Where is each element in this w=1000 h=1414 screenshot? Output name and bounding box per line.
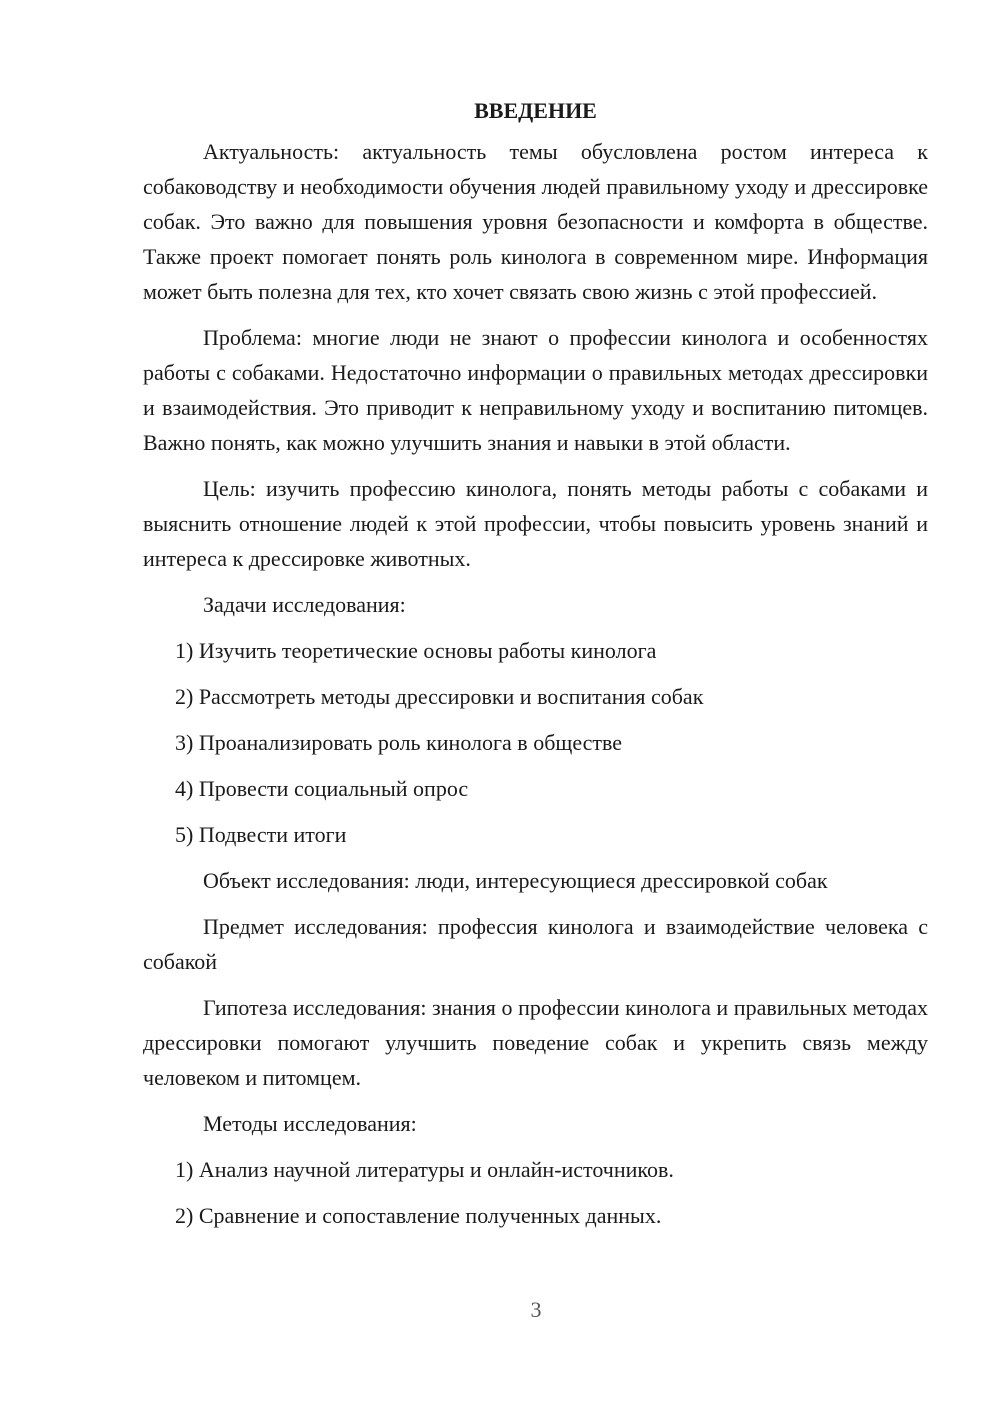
page-title: ВВЕДЕНИЕ: [474, 98, 597, 123]
methods-heading: Методы исследования:: [203, 1111, 417, 1136]
list-item: 1) Анализ научной литературы и онлайн-источников.: [175, 1157, 674, 1182]
problem-paragraph: Проблема: многие люди не знают о профессии кинолога и особенностях работы с собаками. Недостаточно информации о правильных методах дрессировки и взаимодействия. Это приводит к неправильному уходу и воспитанию питомцев. Важно понять, как можно улучшить знания и навыки в этой области.: [143, 325, 928, 455]
object-paragraph: Объект исследования: люди, интересующиеся дрессировкой собак: [203, 868, 828, 893]
list-item: 2) Рассмотреть методы дрессировки и воспитания собак: [175, 684, 704, 709]
tasks-heading: Задачи исследования:: [203, 592, 406, 617]
list-item: 4) Провести социальный опрос: [175, 776, 469, 801]
tasks-list: [143, 633, 928, 852]
relevance-paragraph: Актуальность: актуальность темы обусловлена ростом интереса к собаководству и необходимости обучения людей правильному уходу и дрессировке собак. Это важно для повышения уровня безопасности и комфорта в обществе. Также проект помогает понять роль кинолога в современном мире. Информация может быть полезна для тех, кто хочет связать свою жизнь с этой профессией.: [143, 139, 928, 304]
hypothesis-paragraph: Гипотеза исследования: знания о профессии кинолога и правильных методах дрессировки помогают улучшить поведение собак и укрепить связь между человеком и питомцем.: [143, 995, 928, 1090]
page-number: 3: [530, 1297, 542, 1322]
list-item: 1) Изучить теоретические основы работы кинолога: [175, 638, 657, 663]
list-item: 2) Сравнение и сопоставление полученных данных.: [175, 1203, 662, 1228]
subject-paragraph: Предмет исследования: профессия кинолога и взаимодействие человека с собакой: [143, 914, 928, 974]
methods-list: [143, 1152, 928, 1233]
document-page: [143, 92, 928, 1244]
list-item: 5) Подвести итоги: [175, 822, 347, 847]
goal-paragraph: Цель: изучить профессию кинолога, понять методы работы с собаками и выяснить отношение людей к этой профессии, чтобы повысить уровень знаний и интереса к дрессировке животных.: [143, 476, 928, 571]
list-item: 3) Проанализировать роль кинолога в обществе: [175, 730, 623, 755]
